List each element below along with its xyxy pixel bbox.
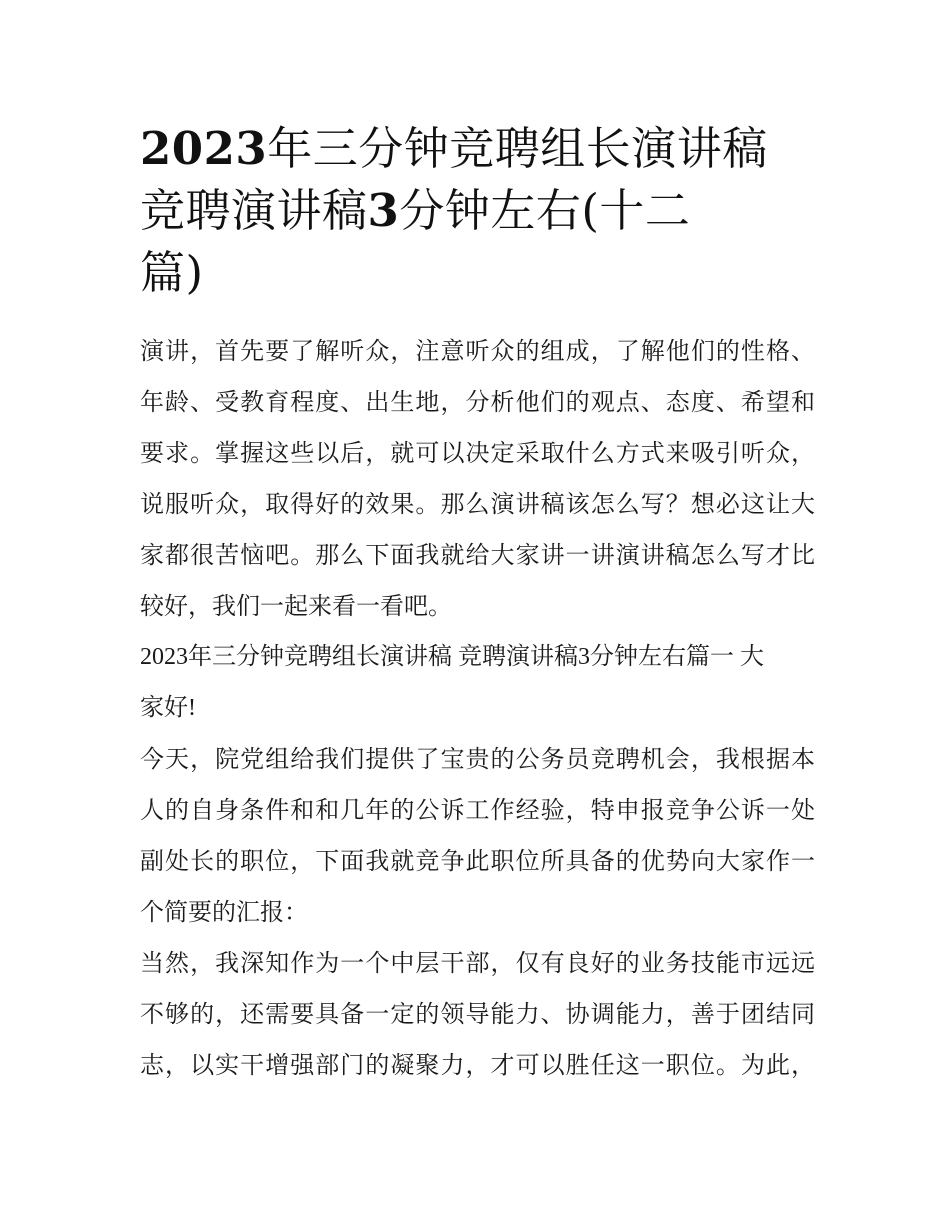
text-line: 家都很苦恼吧。那么下面我就给大家讲一讲演讲稿怎么写才比: [140, 541, 815, 569]
title-text: 竞聘演讲稿: [140, 184, 368, 237]
title-line-2: [140, 180, 815, 242]
text-line: 较好，我们一起来看一看吧。: [140, 592, 452, 620]
text-line: 年龄、受教育程度、出生地，分析他们的观点、态度、希望和: [140, 388, 815, 416]
title-number: 3: [367, 184, 400, 237]
text-line: 人的自身条件和和几年的公诉工作经验，特申报竞争公诉一处: [140, 796, 815, 824]
text-line: 家好!: [140, 695, 196, 721]
paragraph-section-heading: [140, 632, 815, 734]
text-line: 副处长的职位，下面我就竞争此职位所具备的优势向大家作一: [140, 847, 815, 875]
paragraph-opening: [140, 734, 815, 938]
text-line: 今天，院党组给我们提供了宝贵的公务员竞聘机会，我根据本: [140, 745, 815, 773]
title-line-3: [140, 242, 815, 304]
title-year: 2023: [140, 122, 268, 175]
text-line: 个简要的汇报：: [140, 898, 308, 926]
document-content: [140, 118, 815, 1091]
title-line-1: [140, 118, 815, 180]
text-line: 志，以实干增强部门的凝聚力，才可以胜任这一职位。为此，: [140, 1051, 815, 1079]
document-title: [140, 118, 815, 304]
title-text: 分钟左右(十二: [399, 184, 691, 237]
paragraph-intro: [140, 326, 815, 632]
title-text: 篇): [140, 246, 204, 299]
title-text: 年三分钟竞聘组长演讲稿: [267, 122, 768, 175]
text-line: 2023年三分钟竞聘组长演讲稿 竞聘演讲稿3分钟左右篇一 大: [140, 644, 764, 670]
text-line: 不够的，还需要具备一定的领导能力、协调能力，善于团结同: [140, 1000, 815, 1028]
text-line: 要求。掌握这些以后，就可以决定采取什么方式来吸引听众，: [140, 439, 815, 467]
document-body: [140, 326, 815, 1091]
text-line: 当然，我深知作为一个中层干部，仅有良好的业务技能市远远: [140, 949, 815, 977]
paragraph-leadership: [140, 938, 815, 1091]
text-line: 演讲，首先要了解听众，注意听众的组成，了解他们的性格、: [140, 337, 815, 365]
text-line: 说服听众，取得好的效果。那么演讲稿该怎么写？想必这让大: [140, 490, 815, 518]
